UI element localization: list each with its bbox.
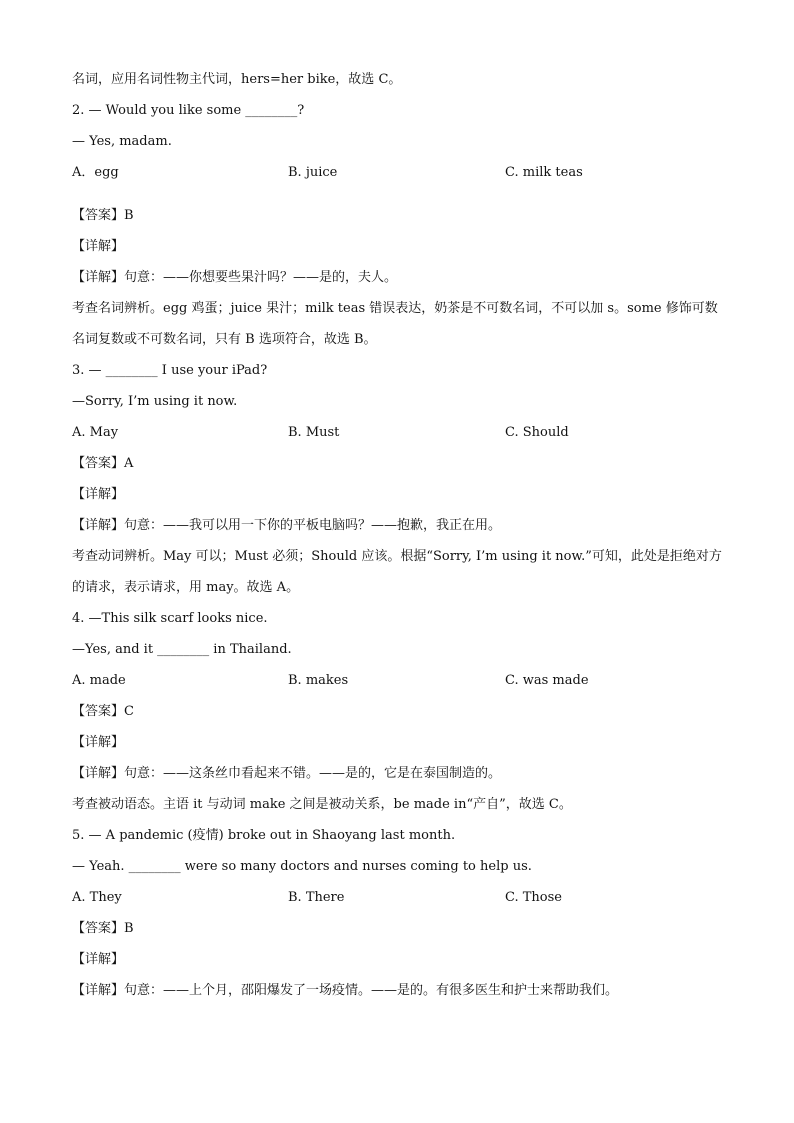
detail-heading: 【详解】 [72,952,125,967]
document-page [72,64,732,1006]
detail-line: 【详解】句意：——这条丝巾看起来不错。——是的，它是在泰国制造的。 [72,766,502,781]
option-a: A. May [72,425,119,440]
option-a: A．egg [72,165,119,180]
question-5 [72,820,732,1006]
detail-line: 名词复数或不可数名词，只有 B 选项符合，故选 B。 [72,332,377,347]
detail-heading: 【详解】 [72,487,125,502]
question-2 [72,95,732,355]
option-b: B. makes [288,673,349,688]
option-b: B. There [288,890,345,905]
question-4 [72,603,732,820]
question-stem: 2. — Would you like some ________? [72,103,305,118]
question-stem: 4. —This silk scarf looks nice. [72,611,268,626]
option-a: A. made [72,673,126,688]
answer-options [72,882,732,913]
option-c: C. milk teas [505,165,583,180]
detail-line: 考查名词辨析。egg 鸡蛋；juice 果汁；milk teas 错误表达，奶茶是不可数名词，不可以加 s。some 修饰可数 [72,301,718,316]
detail-line: 【详解】句意：——你想要些果汁吗？——是的，夫人。 [72,270,398,285]
detail-line: 考查被动语态。主语 it 与动词 make 之间是被动关系，be made in“产自”，故选 C。 [72,797,572,812]
answer-key: 【答案】A [72,456,134,471]
detail-line: 【详解】句意：——上个月，邵阳爆发了一场疫情。——是的。有很多医生和护士来帮助我们。 [72,983,619,998]
detail-heading: 【详解】 [72,735,125,750]
question-reply: —Yes, and it ________ in Thailand. [72,642,292,657]
question-3 [72,355,732,603]
answer-options [72,665,732,696]
detail-heading: 【详解】 [72,239,125,254]
detail-line: 的请求，表示请求，用 may。故选 A。 [72,580,300,595]
detail-line: 考查动词辨析。May 可以；Must 必须；Should 应该。根据“Sorry, I’m using it now.”可知，此处是拒绝对方 [72,549,722,564]
intro-line: 名词，应用名词性物主代词，hers=her bike，故选 C。 [72,72,402,87]
answer-key: 【答案】B [72,921,134,936]
answer-key: 【答案】C [72,704,134,719]
question-reply: —Sorry, I’m using it now. [72,394,238,409]
option-b: B. juice [288,165,338,180]
question-reply: — Yes, madam. [72,134,172,149]
option-b: B. Must [288,425,340,440]
answer-key: 【答案】B [72,208,134,223]
answer-options [72,417,732,448]
question-reply: — Yeah. ________ were so many doctors and nurses coming to help us. [72,859,532,874]
question-stem: 3. — ________ I use your iPad? [72,363,268,378]
option-a: A. They [72,890,122,905]
option-c: C. Should [505,425,569,440]
answer-options [72,157,732,188]
question-stem: 5. — A pandemic (疫情) broke out in Shaoyang last month. [72,828,456,843]
option-c: C. Those [505,890,562,905]
option-c: C. was made [505,673,589,688]
detail-line: 【详解】句意：——我可以用一下你的平板电脑吗？——抱歉，我正在用。 [72,518,502,533]
